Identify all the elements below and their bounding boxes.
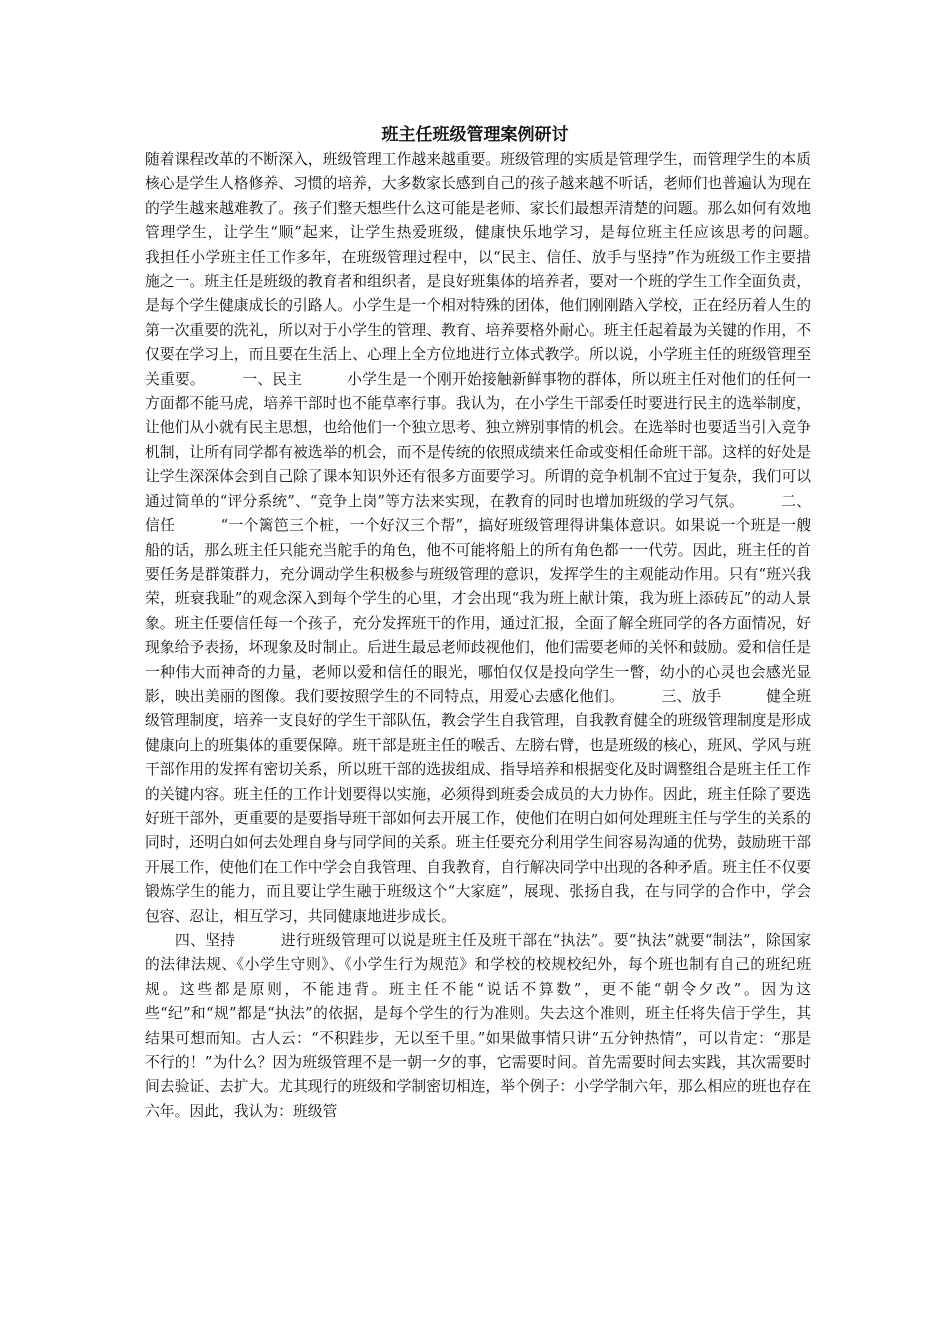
document-title: 班主任班级管理案例研讨 [381, 125, 569, 145]
body-paragraph: 随着课程改革的不断深入，班级管理工作越来越重要。班级管理的实质是管理学生，而管理学生的本质核心是学生人格修养、习惯的培养，大多数家长感到自己的孩子越来越不听话，老师们也普遍认为现在的学生越来越难教了。孩子们整天想些什么这可能是老师、家长们最想弄清楚的问题。那么如何有效地管理学生，让学生“顺”起来，让学生热爱班级，健康快乐地学习，是每位班主任应该思考的问题。 我担任小学班主任工作多年，在班级管理过程中，以“民主、信任、放手与坚持”作为班级工作主要措施之一。班主任是班级的教育者和组织者，是良好班集体的培养者，要对一个班的学生工作全面负责，是每个学生健康成长的引路人。小学生是一个相对特殊的团体，他们刚刚踏入学校，正在经历着人生的第一次重要的洗礼，所以对于小学生的管理、教育、培养要格外耐心。班主任起着最为关键的作用，不仅要在学习上，而且要在生活上、心理上全方位地进行立体式教学。所以说，小学班主任的班级管理至关重要。 一、民主 小学生是一个刚开始接触新鲜事物的群体，所以班主任对他们的任何一方面都不能马虎，培养干部时也不能草率行事。我认为，在小学生干部委任时要进行民主的选举制度，让他们从小就有民主思想，也给他们一个独立思考、独立辨别事情的机会。在选举时也要适当引入竞争机制，让所有同学都有被选举的机会，而不是传统的依照成绩来任命或变相任命班干部。这样的好处是让学生深深体会到自己除了课本知识外还有很多方面要学习。所谓的竞争机制不宜过于复杂，我们可以通过简单的“评分系统”、“竞争上岗”等方法来实现，在教育的同时也增加班级的学习气氛。 二、信任 “一个篱笆三个桩，一个好汉三个帮”，搞好班级管理得讲集体意识。如果说一个班是一艘船的话，那么班主任只能充当舵手的角色，他不可能将船上的所有角色都一一代劳。因此，班主任的首要任务是群策群力，充分调动学生积极参与班级管理的意识，发挥学生的主观能动作用。只有“班兴我荣，班衰我耻”的观念深入到每个学生的心里，才会出现“我为班上献计策，我为班上添砖瓦”的动人景象。班主任要信任每一个孩子，充分发挥班干的作用，通过汇报，全面了解全班同学的各方面情况，好现象给予表扬，坏现象及时制止。后进生最忌老师歧视他们，他们需要老师的关怀和鼓励。爱和信任是一种伟大而神奇的力量，老师以爱和信任的眼光，哪怕仅仅是投向学生一瞥，幼小的心灵也会感光显影，映出美丽的图像。我们要按照学生的不同特点，用爱心去感化他们。 三、放手 健全班级管理制度，培养一支良好的学生干部队伍，教会学生自我管理，自我教育健全的班级管理制度是形成健康向上的班集体的重要保障。班干部是班主任的喉舌、左膀右臂，也是班级的核心，班风、学风与班干部作用的发挥有密切关系，所以班干部的选拔组成、指导培养和根据变化及时调整组合是班主任工作的关键内容。班主任的工作计划要得以实施，必须得到班委会成员的大力协作。因此，班主任除了要选好班干部外，更重要的是要指导班干部如何去开展工作，使他们在明白如何处理班主任与学生的关系的同时，还明白如何去处理自身与同学间的关系。班主任要充分利用学生间容易沟通的优势，鼓励班干部开展工作，使他们在工作中学会自我管理、自我教育，自行解决同学中出现的各种矛盾。班主任不仅要锻炼学生的能力，而且要让学生融于班级这个“大家庭”，展现、张扬自我，在与同学的合作中，学会包容、忍让，相互学习，共同健康地进步成长。 [145, 151, 856, 925]
document-body [145, 148, 856, 1124]
body-paragraph: 四、坚持 进行班级管理可以说是班主任及班干部在“执法”。要“执法”就要“制法”，除国家的法律法规、《小学生守则》、《小学生行为规范》和学校的校规校纪外，每个班也制有自己的班纪班规。这些都是原则，不能违背。班主任不能“说话不算数”，更不能“朝令夕改”。因为这些“纪”和“规”都是“执法”的依据，是每个学生的行为准则。失去这个准则，班主任将失信于学生，其结果可想而知。古人云：“不积跬步，无以至千里。”如果做事情只讲“五分钟热情”，可以肯定：“那是不行的！”为什么？因为班级管理不是一朝一夕的事，它需要时间。首先需要时间去实践，其次需要时间去验证、去扩大。尤其现行的班级和学制密切相连，举个例子：小学学制六年，那么相应的班也存在六年。因此，我认为：班级管 [145, 932, 811, 1120]
